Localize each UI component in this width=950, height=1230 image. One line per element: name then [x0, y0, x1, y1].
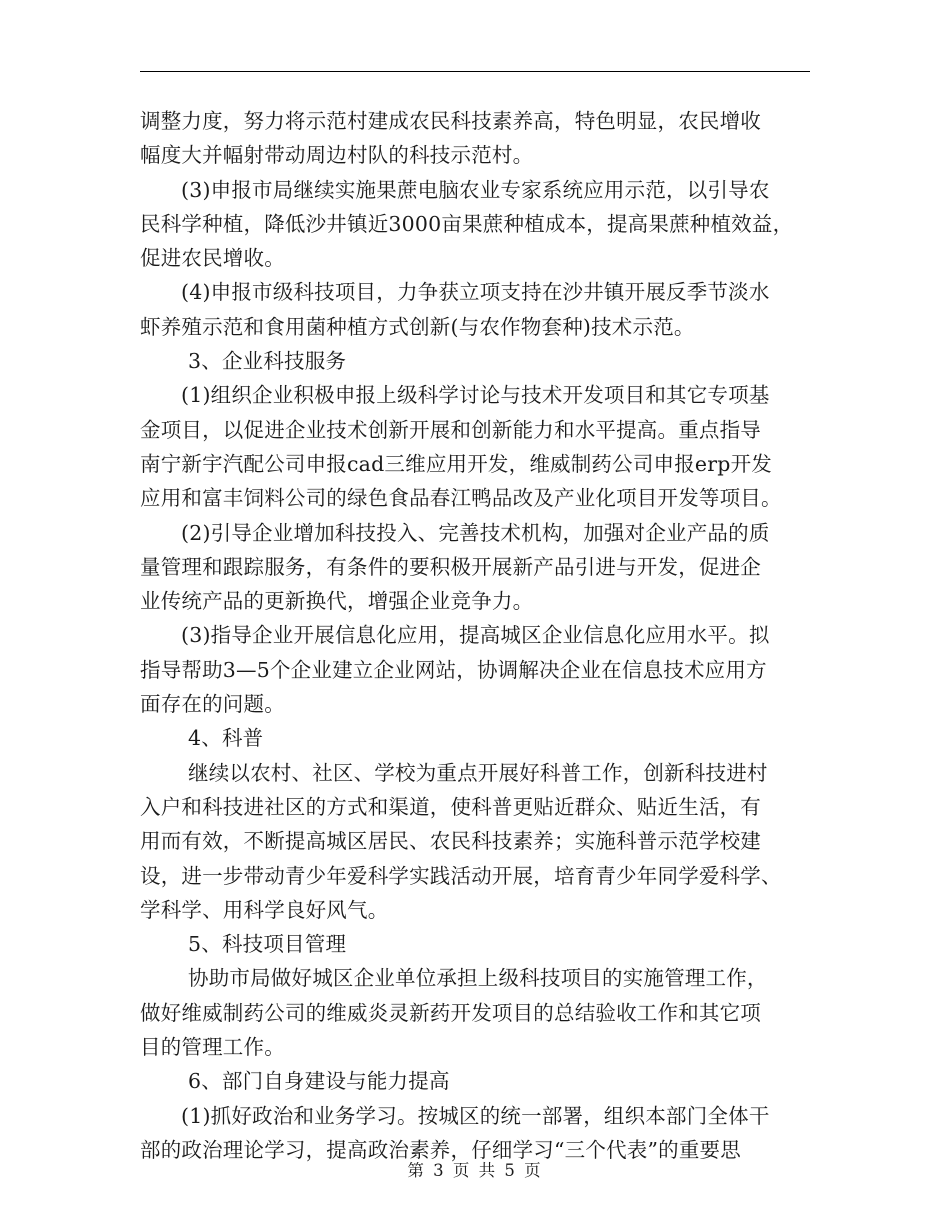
text-line: 部的政治理论学习，提高政治素养，仔细学习“三个代表”的重要思: [140, 1137, 741, 1162]
text-line: 促进农民增收。: [140, 246, 285, 271]
text-line: 业传统产品的更新换代，增强企业竞争力。: [140, 589, 534, 614]
text-line: 入户和科技进社区的方式和渠道，使科普更贴近群众、贴近生活，有: [140, 794, 761, 819]
document-body: [140, 104, 812, 1167]
text-line: 调整力度，努力将示范村建成农民科技素养高，特色明显，农民增收: [140, 109, 761, 133]
text-line: 应用和富丰饲料公司的绿色食品春江鸭品改及产业化项目开发等项目。: [140, 486, 782, 511]
text-line: 6、部门自身建设与能力提高: [188, 1069, 450, 1094]
text-line: 3、企业科技服务: [188, 349, 347, 374]
text-line: 虾养殖示范和食用菌种植方式创新(与农作物套种)技术示范。: [140, 314, 695, 339]
text-line: (3)申报市局继续实施果蔗电脑农业专家系统应用示范，以引导农: [181, 177, 770, 202]
text-line: 用而有效，不断提高城区居民、农民科技素养；实施科普示范学校建: [140, 829, 761, 854]
text-line: 协助市局做好城区企业单位承担上级科技项目的实施管理工作，: [188, 966, 768, 991]
text-line: (2)引导企业增加科技投入、完善技术机构，加强对企业产品的质: [181, 520, 770, 545]
text-line: 4、科普: [188, 726, 264, 751]
text-line: 金项目，以促进企业技术创新开展和创新能力和水平提高。重点指导: [140, 417, 761, 442]
text-line: 学科学、用科学良好风气。: [140, 897, 389, 922]
text-line: (3)指导企业开展信息化应用，提高城区企业信息化应用水平。拟: [181, 623, 770, 648]
text-line: 面存在的问题。: [140, 692, 285, 717]
text-line: 量管理和跟踪服务，有条件的要积极开展新产品引进与开发，促进企: [140, 554, 761, 579]
text-line: 指导帮助3—5个企业建立企业网站，协调解决企业在信息技术应用方: [140, 657, 767, 682]
text-line: 设，进一步带动青少年爱科学实践活动开展，培育青少年同学爱科学、: [140, 863, 782, 888]
header-rule: [140, 71, 810, 72]
text-line: 5、科技项目管理: [188, 932, 347, 957]
text-line: 继续以农村、社区、学校为重点开展好科普工作，创新科技进村: [188, 760, 768, 785]
page-number: 第 3 页 共 5 页: [407, 1161, 543, 1180]
text-line: (1)抓好政治和业务学习。按城区的统一部署，组织本部门全体干: [181, 1103, 770, 1128]
text-line: (1)组织企业积极申报上级科学讨论与技术开发项目和其它专项基: [181, 383, 770, 408]
text-line: 幅度大并幅射带动周边村队的科技示范村。: [140, 143, 534, 168]
text-line: 南宁新宇汽配公司申报cad三维应用开发，维威制药公司申报erp开发: [140, 451, 772, 476]
text-line: 民科学种植，降低沙井镇近3000亩果蔗种植成本，提高果蔗种植效益，: [140, 211, 794, 236]
text-line: 目的管理工作。: [140, 1035, 285, 1060]
text-line: 做好维威制药公司的维威炎灵新药开发项目的总结验收工作和其它项: [140, 1000, 761, 1025]
text-line: (4)申报市级科技项目，力争获立项支持在沙井镇开展反季节淡水: [181, 280, 770, 305]
